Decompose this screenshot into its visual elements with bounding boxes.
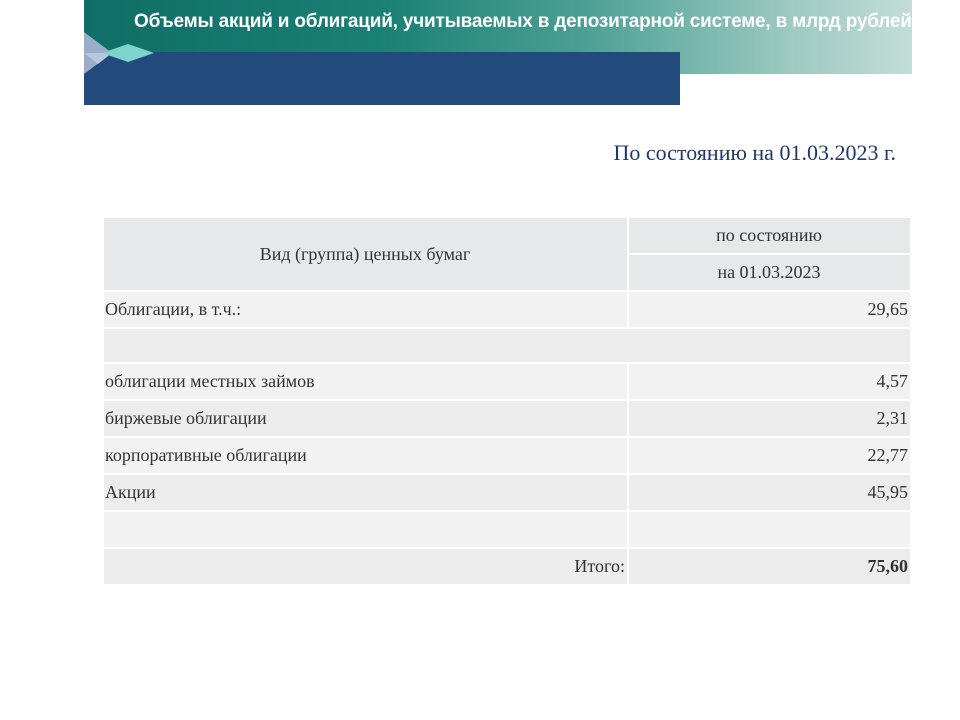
row-value: 4,57: [628, 363, 911, 400]
table-row-empty: [103, 328, 911, 363]
banner-chevron-icon: [84, 32, 154, 74]
row-value: 45,95: [628, 474, 911, 511]
table-row: [103, 437, 911, 474]
total-value: 75,60: [628, 548, 911, 585]
row-label: облигации местных займов: [103, 363, 628, 400]
securities-table: [102, 216, 912, 586]
table-row: [103, 363, 911, 400]
row-value: 22,77: [628, 437, 911, 474]
table-row: [103, 291, 911, 328]
total-label: Итого:: [103, 548, 628, 585]
row-label: Акции: [103, 474, 628, 511]
header-as-of-line2: на 01.03.2023: [628, 254, 911, 291]
row-label: корпоративные облигации: [103, 437, 628, 474]
row-label: [103, 328, 911, 363]
banner-title: Объемы акций и облигаций, учитываемых в депозитарной системе, в млрд рублей: [134, 11, 912, 32]
as-of-date: По состоянию на 01.03.2023 г.: [613, 140, 896, 165]
table-row-empty: [103, 511, 911, 548]
banner-navy-block: [84, 52, 680, 105]
header-security-type: Вид (группа) ценных бумаг: [103, 217, 628, 291]
row-value: 2,31: [628, 400, 911, 437]
row-value: [628, 511, 911, 548]
row-label: [103, 511, 628, 548]
table-total-row: [103, 548, 911, 585]
table-row: [103, 474, 911, 511]
row-value: 29,65: [628, 291, 911, 328]
row-label: Облигации, в т.ч.:: [103, 291, 628, 328]
table-row: [103, 400, 911, 437]
header-as-of-line1: по состоянию: [628, 217, 911, 254]
row-label: биржевые облигации: [103, 400, 628, 437]
